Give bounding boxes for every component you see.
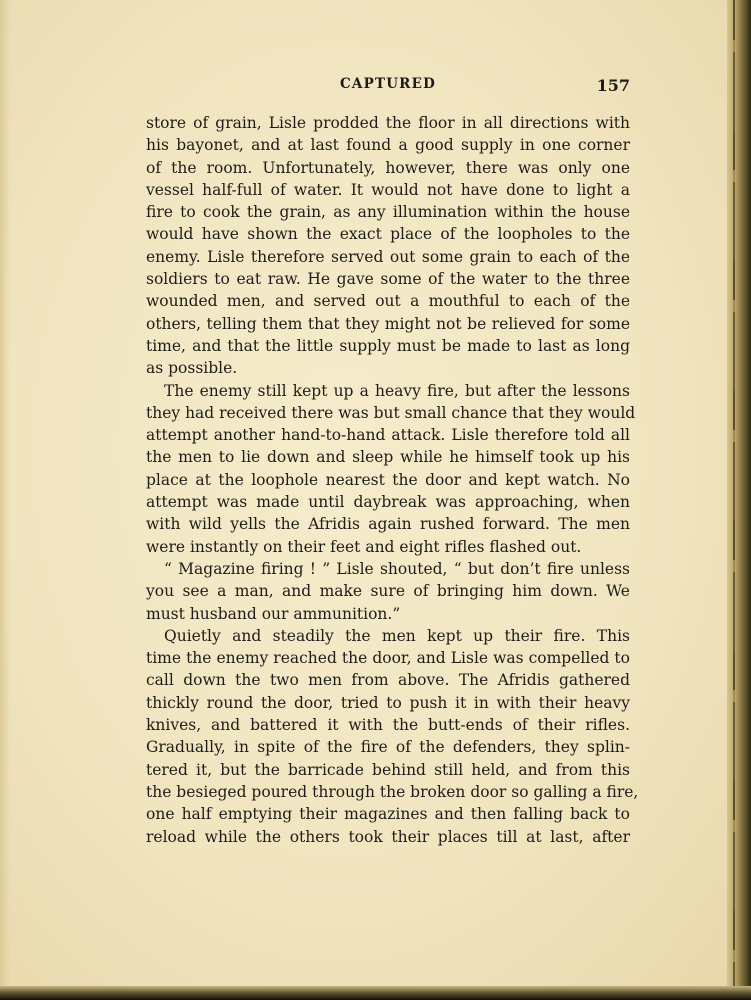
text-line: tered it, but the barricade behind still held, and from this: [146, 760, 630, 779]
text-line: Quietly and steadily the men kept up their fire. This: [164, 626, 630, 645]
text-line: attempt another hand-to-hand attack. Lisle therefore told all: [146, 426, 630, 445]
text-line: wounded men, and served out a mouthful to each of the: [146, 292, 630, 311]
text-line: his bayonet, and at last found a good supply in one corner: [146, 136, 630, 155]
page-bottom-edge: [0, 986, 751, 1000]
text-line: of the room. Unfortunately, however, there was only one: [146, 158, 630, 177]
text-line: place at the loophole nearest the door and kept watch. No: [146, 470, 630, 489]
text-line: time, and that the little supply must be made to last as long: [146, 336, 630, 355]
text-line: they had received there was but small chance that they would: [146, 403, 636, 422]
text-line: soldiers to eat raw. He gave some of the water to the three: [146, 270, 630, 289]
text-line: must husband our ammunition.”: [146, 604, 401, 623]
text-line: thickly round the door, tried to push it in with their heavy: [146, 693, 630, 712]
text-line: The enemy still kept up a heavy fire, but after the lessons: [164, 381, 630, 400]
text-line: “ Magazine firing ! ” Lisle shouted, “ but don’t fire unless: [164, 559, 630, 578]
text-line: reload while the others took their places till at last, after: [146, 827, 630, 846]
text-line: enemy. Lisle therefore served out some grain to each of the: [146, 247, 630, 266]
text-line: the besieged poured through the broken door so galling a fire,: [146, 782, 639, 801]
book-spine-edge: [727, 0, 751, 1000]
body-text: [146, 112, 639, 848]
text-line: others, telling them that they might not be relieved for some: [146, 314, 630, 333]
text-line: the men to lie down and sleep while he himself took up his: [146, 448, 630, 467]
text-line: call down the two men from above. The Afridis gathered: [146, 671, 630, 690]
text-line: attempt was made until daybreak was approaching, when: [146, 493, 630, 512]
text-line: vessel half-full of water. It would not have done to light a: [146, 180, 630, 199]
text-line: knives, and battered it with the butt-ends of their rifles.: [146, 716, 630, 735]
running-head: CAPTURED: [339, 76, 436, 92]
text-line: store of grain, Lisle prodded the floor in all directions with: [146, 114, 630, 132]
text-line: with wild yells the Afridis again rushed forward. The men: [146, 515, 630, 534]
text-line: Gradually, in spite of the fire of the defenders, they splin-: [146, 738, 630, 757]
text-line: as possible.: [146, 359, 238, 378]
text-line: one half emptying their magazines and then falling back to: [146, 805, 630, 824]
text-line: would have shown the exact place of the loopholes to the: [146, 225, 630, 244]
text-line: were instantly on their feet and eight rifles flashed out.: [146, 537, 582, 556]
text-line: time the enemy reached the door, and Lisle was compelled to: [146, 649, 630, 668]
text-line: fire to cook the grain, as any illumination within the house: [146, 203, 630, 222]
page-left-shade: [0, 0, 10, 1000]
page-number: 157: [596, 76, 630, 95]
text-line: you see a man, and make sure of bringing him down. We: [146, 582, 630, 601]
page-header: [146, 76, 630, 98]
